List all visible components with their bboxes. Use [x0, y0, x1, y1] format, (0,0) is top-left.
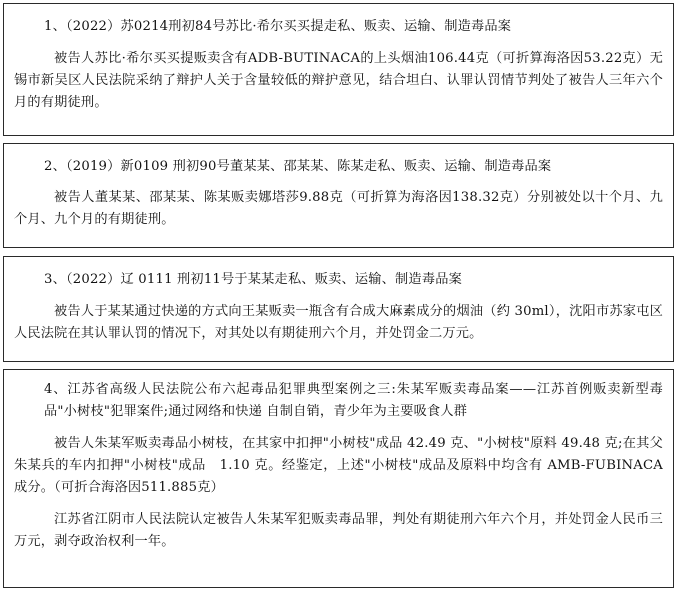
case-box-2 — [3, 143, 674, 248]
case-paragraph: 被告人于某某通过快递的方式向王某贩卖一瓶含有合成大麻素成分的烟油（约 30ml），沈阳市苏家屯区人民法院在其认罪认罚的情况下，对其处以有期徒刑六个月，并处罚金二万元。 — [14, 304, 663, 341]
case-box-3 — [3, 256, 674, 362]
case-paragraph: 被告人董某某、邵某某、陈某贩卖娜塔莎9.88克（可折算为海洛因138.32克）分别被处以十个月、九个月、九个月的有期徒刑。 — [14, 190, 663, 227]
case-box-1 — [3, 3, 674, 136]
case-title: 1、（2022）苏0214刑初84号苏比·希尔买买提走私、贩卖、运输、制造毒品案 — [44, 19, 512, 34]
case-title: 4、江苏省高级人民法院公布六起毒品犯罪典型案例之三:朱某军贩卖毒品案——江苏首例贩卖新型毒品"小树枝"犯罪案件;通过网络和快递 自制自销，青少年为主要吸食人群 — [44, 382, 663, 419]
case-title: 3、（2022）辽 0111 刑初11号于某某走私、贩卖、运输、制造毒品案 — [44, 272, 462, 287]
case-paragraph: 被告人朱某军贩卖毒品小树枝，在其家中扣押"小树枝"成品 42.49 克、"小树枝"原料 49.48 克;在其父朱某兵的车内扣押"小树枝"成品 1.10 克。经鉴定，上述"小树枝"成品及原料中均含有 AMB-FUBINACA 成分。（可折合海洛因511.885克） — [14, 436, 663, 495]
case-title: 2、（2019）新0109 刑初90号董某某、邵某某、陈某走私、贩卖、运输、制造毒品案 — [44, 159, 552, 174]
case-paragraph: 被告人苏比·希尔买买提贩卖含有ADB-BUTINACA的上头烟油106.44克（可折算海洛因53.22克）无锡市新吴区人民法院采纳了辩护人关于含量较低的辩护意见，结合坦白、认罪认罚情节判处了被告人三年六个月的有期徒刑。 — [14, 51, 663, 110]
case-box-4 — [3, 369, 674, 588]
case-paragraph: 江苏省江阴市人民法院认定被告人朱某军犯贩卖毒品罪，判处有期徒刑六年六个月，并处罚金人民币三万元，剥夺政治权利一年。 — [14, 512, 663, 549]
